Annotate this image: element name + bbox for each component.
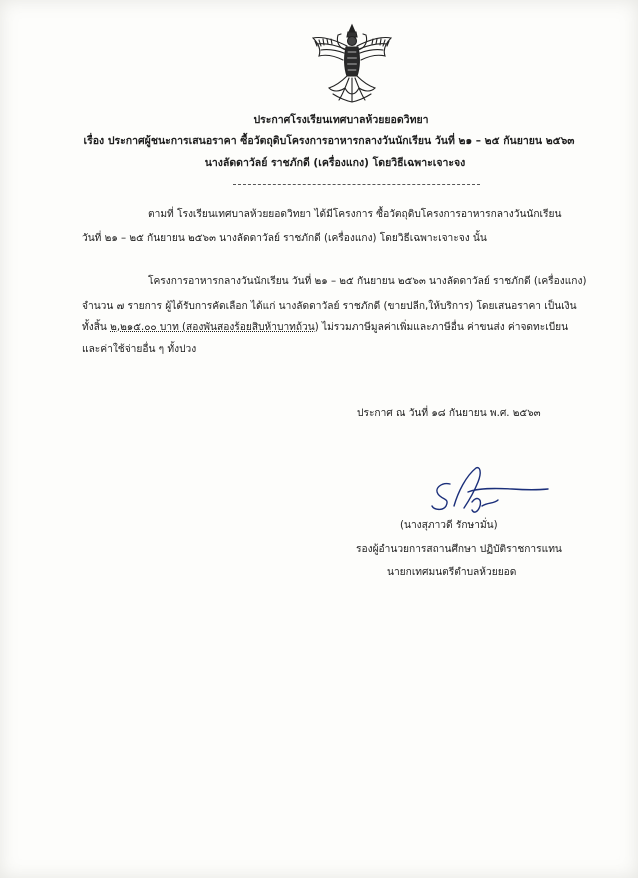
signatory-position: รองผู้อำนวยการสถานศึกษา ปฏิบัติราชการแทน: [356, 544, 562, 555]
total-amount: ๒,๒๑๕.๐๐ บาท (สองพันสองร้อยสิบห้าบาทถ้วน): [110, 322, 319, 333]
paragraph-2-line-1: โครงการอาหารกลางวันนักเรียน วันที่ ๒๑ – ๒๕ กันยายน ๒๕๖๓ นางลัดดาวัลย์ ราชภักดี (เครื่องแกง): [148, 276, 587, 287]
signatory-name: (นางสุภาวดี รักษามั่น): [400, 520, 498, 531]
announcement-title: ประกาศโรงเรียนเทศบาลห้วยยอดวิทยา: [253, 114, 429, 126]
paragraph-1-line-1: ตามที่ โรงเรียนเทศบาลห้วยยอดวิทยา ได้มีโครงการ ซื้อวัตถุดิบโครงการอาหารกลางวันนักเรียน: [148, 209, 562, 220]
announcement-subject-cont: นางลัดดาวัลย์ ราชภักดี (เครื่องแกง) โดยวิธีเฉพาะเจาะจง: [204, 157, 466, 169]
paragraph-2-line-2: จำนวน ๗ รายการ ผู้ได้รับการคัดเลือก ได้แก่ นางลัดดาวัลย์ ราชภักดี (ขายปลีก,ให้บริการ) โดยเสนอราคา เป็นเงิน: [82, 301, 577, 312]
total-prefix: ทั้งสิ้น: [82, 322, 107, 333]
announcement-subject: เรื่อง ประกาศผู้ชนะการเสนอราคา ซื้อวัตถุดิบโครงการอาหารกลางวันนักเรียน วันที่ ๒๑ – ๒๕ กันยายน ๒๕๖๓: [83, 135, 575, 147]
paragraph-1-line-2: วันที่ ๒๑ – ๒๕ กันยายน ๒๕๖๓ นางลัดดาวัลย์ ราชภักดี (เครื่องแกง) โดยวิธีเฉพาะเจาะจง นั้น: [82, 233, 487, 244]
paragraph-2-line-4: และค่าใช้จ่ายอื่น ๆ ทั้งปวง: [82, 344, 197, 355]
header-divider: [233, 184, 480, 185]
announcement-date: ประกาศ ณ วันที่ ๑๘ กันยายน พ.ศ. ๒๕๖๓: [357, 408, 541, 419]
paragraph-2-line-3: [82, 321, 568, 335]
signatory-authority: นายกเทศมนตรีตำบลห้วยยอด: [387, 567, 517, 578]
garuda-emblem-icon: [309, 22, 395, 104]
handwritten-signature: [428, 462, 550, 520]
total-suffix: ไม่รวมภาษีมูลค่าเพิ่มและภาษีอื่น ค่าขนส่ง ค่าจดทะเบียน: [321, 322, 569, 333]
